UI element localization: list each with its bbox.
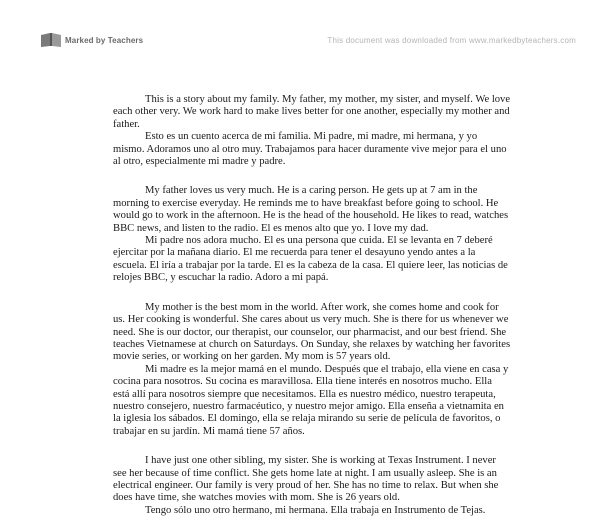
paragraph-english-intro: This is a story about my family. My father, my mother, my sister, and myself. We love each other very. We work hard to make lives better for one another, especially my mother and father.: [113, 94, 511, 130]
paragraph-spanish-mother: Mi madre es la mejor mamá en el mundo. Después que el trabajo, ella viene en casa y cocina para nosotros. Su cocina es maravillosa. Ella tiene interés en nosotros mucho. Ella está allí para nosotros siempre que necesitamos. Ella es nuestro médico, nuestro terapeuta, nuestro consejero, nuestro farmacéutico, y nuestro mejor amigo. Ella enseña a vietnamita en la iglesia los sábados. El domingo, ella se relaja mirando su serie de película de favoritos, o trabajar en su jardín. Mi mamá tiene 57 años.: [113, 363, 509, 437]
document-body: [113, 94, 511, 517]
paragraph-spanish-father: Mi padre nos adora mucho. El es una persona que cuida. El se levanta en 7 deberé ejercitar por la mañana diario. El me recuerda para tener el desayuno yendo antes a la escuela. El iría a trabajar por la tarde. El es la cabeza de la casa. El quiere leer, las noticias de relojes BBC, y escuchar la radio. Adoro a mi papá.: [113, 235, 508, 284]
book-icon: [40, 32, 62, 48]
brand-name: Marked by Teachers: [65, 35, 144, 45]
paragraph-english-mother: My mother is the best mom in the world. After work, she comes home and cook for us. Her cooking is wonderful. She cares about us very much. She is there for us whenever we need. She is our doctor, our therapist, our counselor, our pharmacist, and our best friend. She teaches Vietnamese at church on Saturdays. On Sunday, she relaxes by watching her favorites movie series, or working on her garden. My mom is 57 years old.: [113, 301, 511, 363]
download-source-note: This document was downloaded from www.markedbyteachers.com: [327, 36, 576, 45]
paragraph-spanish-sister: Tengo sólo uno otro hermano, mi hermana. Ella trabaja en Instrumento de Tejas.: [145, 504, 486, 516]
brand-logo[interactable]: [40, 32, 143, 48]
paragraph-english-sister: I have just one other sibling, my sister. She is working at Texas Instrument. I never see her because of time conflict. She gets home late at night. I am usually asleep. She is an electrical engineer. Our family is very proud of her. She has no time to relax. But when she does have time, she watches movies with mom. She is 26 years old.: [113, 455, 499, 504]
paragraph-spanish-intro: Esto es un cuento acerca de mi familia. Mi padre, mi madre, mi hermana, y yo mismo. Adoramos uno al otro muy. Trabajamos para hacer duramente vive mejor para el uno al otro, especialmente mi madre y padre.: [113, 131, 507, 168]
paragraph-english-father: My father loves us very much. He is a caring person. He gets up at 7 am in the morning to exercise everyday. He reminds me to have breakfast before going to school. He would go to work in the afternoon. He is the head of the household. He likes to read, watches BBC news, and listen to the radio. El es menos alto que yo. I love my dad.: [113, 185, 509, 234]
page-header: [0, 0, 612, 60]
